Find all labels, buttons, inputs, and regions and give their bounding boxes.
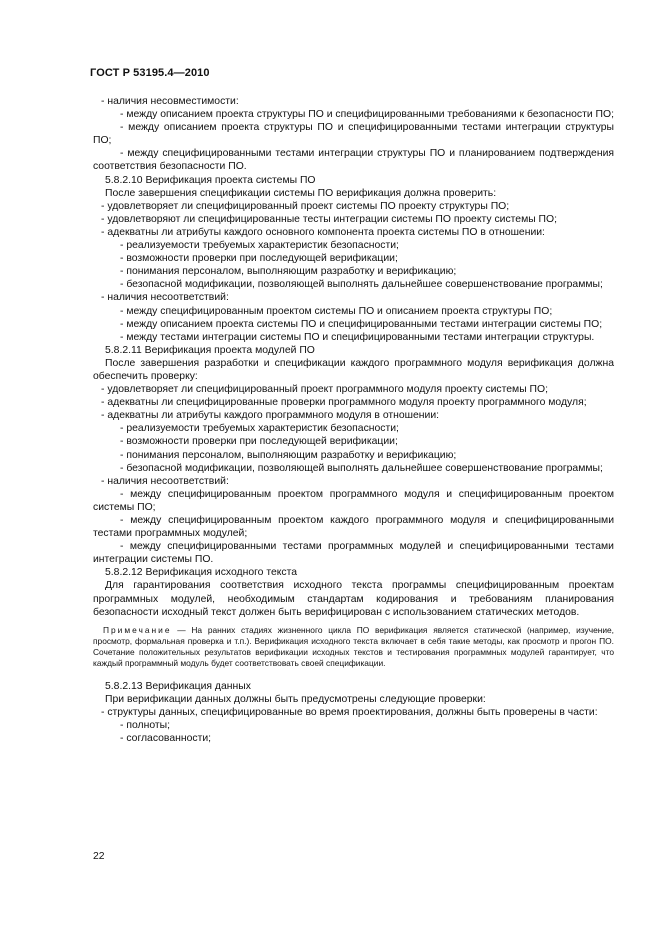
paragraph: - безопасной модификации, позволяющей выполнять дальнейшее совершенствование программы;	[120, 462, 603, 474]
paragraph: - наличия несовместимости:	[101, 96, 239, 107]
paragraph: После завершения разработки и спецификации каждого программного модуля верификация должна обеспечить проверку:	[93, 357, 614, 382]
note-text: — На ранних стадиях жизненного цикла ПО верификация является статической (например, изучение, просмотр, формальная проверка и т.п.). Верификация исходного текста включает в себя такие методы, как просмотр и прогон ПО. Сочетание положительных результатов верификации исходных текстов и тестирования программных модулей гарантирует, что каждый программный модуль будет соответствовать своей спецификации.	[93, 624, 615, 669]
paragraph: - удовлетворяет ли специфицированный проект программного модуля проекту системы ПО;	[101, 384, 548, 396]
paragraph: - удовлетворяют ли специфицированные тесты интеграции системы ПО проекту системы ПО;	[101, 213, 557, 225]
document-body	[93, 95, 614, 745]
paragraph: После завершения спецификации системы ПО верификация должна проверить:	[105, 187, 497, 199]
paragraphs-before-note	[93, 95, 614, 619]
note-label: Примечание	[103, 624, 172, 635]
paragraph: - между описанием проекта системы ПО и специфицированными тестами интеграции системы ПО;	[120, 318, 603, 330]
paragraph: - между тестами интеграции системы ПО и специфицированными тестами интеграции структуры.	[120, 331, 595, 343]
paragraph: - между описанием проекта структуры ПО и специфицированными тестами интеграции структуры ПО;	[93, 122, 614, 147]
paragraph: - между специфицированными тестами программных модулей и специфицированными тестами интеграции системы ПО.	[93, 541, 614, 566]
paragraph: - между специфицированным проектом программного модуля и специфицированным проектом системы ПО;	[93, 488, 614, 513]
paragraph: - возможности проверки при последующей верификации;	[120, 253, 398, 265]
paragraph: - безопасной модификации, позволяющей выполнять дальнейшее совершенствование программы;	[120, 279, 603, 291]
paragraph: - понимания персоналом, выполняющим разработку и верификацию;	[120, 266, 457, 278]
paragraph: - структуры данных, специфицированные во время проектирования, должны быть проверены в части:	[101, 706, 598, 718]
paragraph: - адекватны ли специфицированные проверки программного модуля проекту программного модуля;	[101, 397, 587, 409]
paragraph: - между специфицированными тестами интеграции структуры ПО и планированием подтверждения соответствия безопасности ПО.	[93, 148, 614, 173]
paragraph: - между описанием проекта структуры ПО и специфицированными требованиями к безопасности ПО;	[120, 109, 614, 121]
paragraphs-after-note	[93, 680, 614, 745]
paragraph: 5.8.2.10 Верификация проекта системы ПО	[105, 174, 316, 186]
paragraph: При верификации данных должны быть предусмотрены следующие проверки:	[105, 693, 486, 705]
paragraph: - адекватны ли атрибуты каждого программного модуля в отношении:	[101, 410, 440, 422]
paragraph: - между специфицированным проектом системы ПО и описанием проекта структуры ПО;	[120, 305, 553, 317]
paragraph: - согласованности;	[120, 732, 212, 744]
paragraph: - адекватны ли атрибуты каждого основного компонента проекта системы ПО в отношении:	[101, 226, 545, 238]
paragraph: - между специфицированным проектом каждого программного модуля и специфицированными тестами программных модулей;	[93, 515, 614, 540]
paragraph: - понимания персоналом, выполняющим разработку и верификацию;	[120, 449, 457, 461]
paragraph: 5.8.2.11 Верификация проекта модулей ПО	[105, 344, 315, 356]
paragraph: 5.8.2.13 Верификация данных	[105, 680, 251, 692]
paragraph: - наличия несоответствий:	[101, 475, 229, 487]
paragraph: - реализуемости требуемых характеристик безопасности;	[120, 240, 399, 252]
paragraph: Для гарантирования соответствия исходного текста программы специфицированным проектам программных модулей, необходимым стандартам кодирования и требованиям планирования безопасности исходный текст должен быть верифицирован с использованием статических методов.	[93, 580, 614, 618]
paragraph: - удовлетворяет ли специфицированный проект системы ПО проекту структуры ПО;	[101, 200, 510, 212]
paragraph: - наличия несоответствий:	[101, 292, 229, 304]
paragraph: - реализуемости требуемых характеристик безопасности;	[120, 423, 399, 435]
paragraph: 5.8.2.12 Верификация исходного текста	[105, 567, 298, 579]
paragraph: - полноты;	[120, 719, 170, 731]
document-header: ГОСТ Р 53195.4—2010	[90, 67, 210, 79]
note	[93, 625, 614, 670]
paragraph: - возможности проверки при последующей верификации;	[120, 436, 398, 448]
page-number: 22	[93, 851, 105, 862]
